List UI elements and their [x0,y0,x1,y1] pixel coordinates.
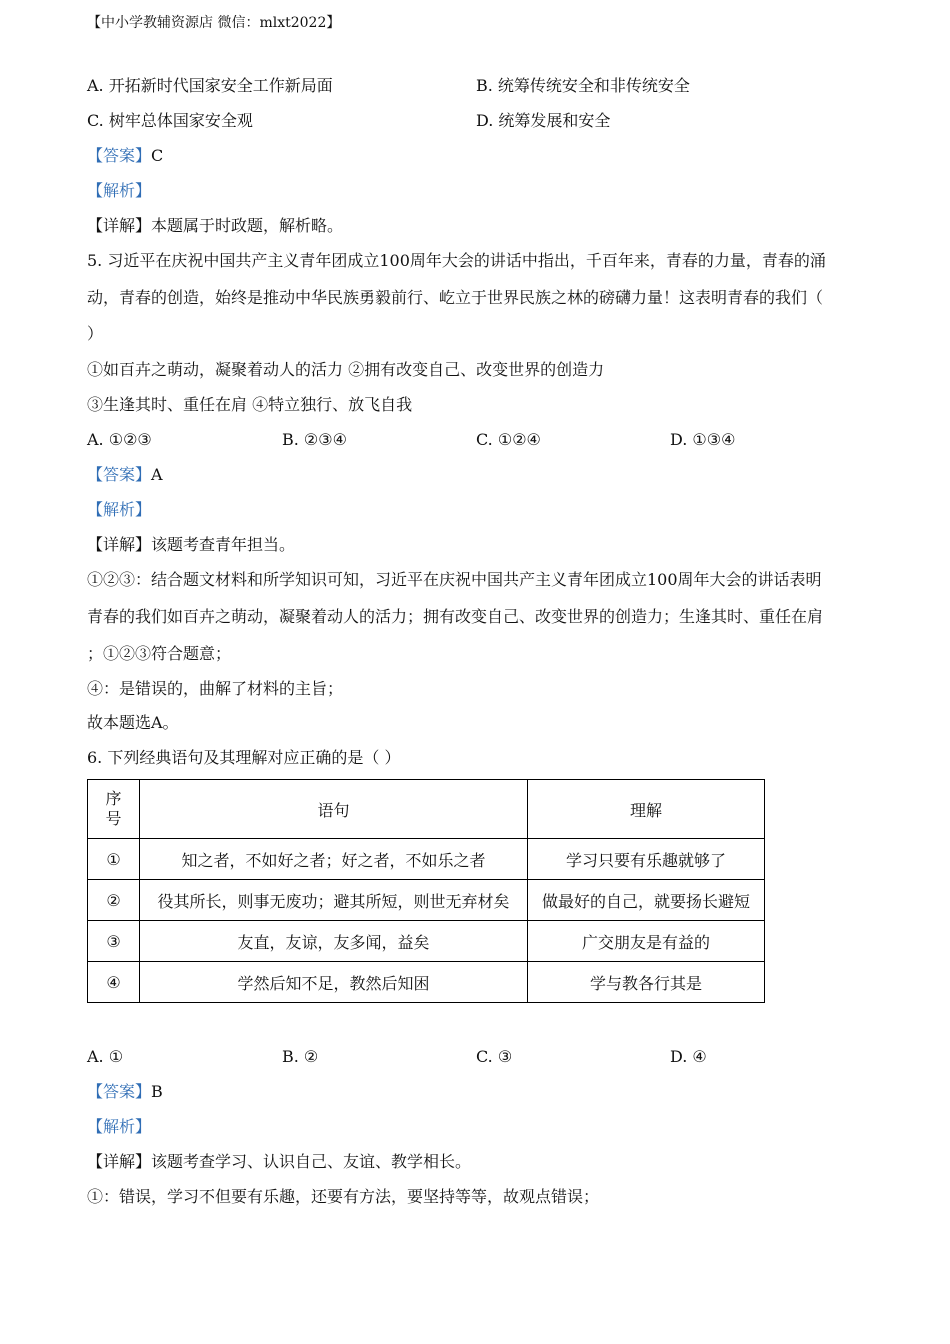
table-cell: 学然后知不足，教然后知困 [140,962,528,1003]
q4-analysis-label: 【解析】 [87,181,152,200]
q6-stem: 6. 下列经典语句及其理解对应正确的是（ ） [87,748,401,767]
q4-option-a: A. 开拓新时代国家安全工作新局面 [87,76,333,95]
table-cell: 学与教各行其是 [528,962,765,1003]
table-cell: ④ [88,962,140,1003]
q5-stem-line2: 动，青春的创造，始终是推动中华民族勇毅前行、屹立于世界民族之林的磅礴力量！这表明青春的我们（ [87,288,824,307]
table-header-cell: 理解 [528,780,765,839]
answer-value: B [151,1082,163,1101]
table-row [88,921,765,962]
q5-option-c: C. ①②④ [476,430,541,449]
q6-explain-line1: ①：错误，学习不但要有乐趣，还要有方法，要坚持等等，故观点错误； [87,1187,600,1206]
table-cell: 学习只要有乐趣就够了 [528,839,765,880]
detail-label: 【详解】 [87,1152,152,1171]
q5-explain-line2: 青春的我们如百卉之萌动，凝聚着动人的活力；拥有改变自己、改变世界的创造力；生逢其时、重任在肩 [87,607,824,626]
table-header-cell: 语句 [140,780,528,839]
table-cell: 役其所长，则事无废功；避其所短，则世无弃材矣 [140,880,528,921]
answer-label: 【答案】 [87,146,152,165]
q6-option-c: C. ③ [476,1047,513,1066]
header-watermark: 【中小学教辅资源店 微信：mlxt2022】 [87,15,341,31]
table-cell: ② [88,880,140,921]
q4-option-b: B. 统筹传统安全和非传统安全 [476,76,690,95]
q5-detail [87,535,295,555]
table-cell: 广交朋友是有益的 [528,921,765,962]
detail-text: 本题属于时政题，解析略。 [151,216,344,235]
table-row [88,839,765,880]
q6-table [87,779,765,1003]
table-cell: 做最好的自己，就要扬长避短 [528,880,765,921]
q4-detail [87,216,343,236]
q5-option-d: D. ①③④ [670,430,736,449]
q5-analysis-label: 【解析】 [87,500,152,519]
q5-statements-line1: ①如百卉之萌动，凝聚着动人的活力 ②拥有改变自己、改变世界的创造力 [87,360,605,379]
q6-option-d: D. ④ [670,1047,707,1066]
answer-label: 【答案】 [87,1082,152,1101]
q5-conclusion: 故本题选A。 [87,713,179,732]
table-header-row [88,780,765,839]
q6-option-a: A. ① [87,1047,124,1066]
q4-answer [87,146,163,166]
table-cell: 知之者，不如好之者；好之者，不如乐之者 [140,839,528,880]
table-cell: ① [88,839,140,880]
q6-detail [87,1152,471,1172]
answer-label: 【答案】 [87,465,152,484]
q6-analysis-label: 【解析】 [87,1117,152,1136]
q5-explain-line3: ；①②③符合题意； [87,644,232,663]
q5-explain-line1: ①②③：结合题文材料和所学知识可知，习近平在庆祝中国共产主义青年团成立100周年大会的讲话表明 [87,570,822,589]
q4-option-c: C. 树牢总体国家安全观 [87,111,253,130]
detail-label: 【详解】 [87,216,152,235]
table-cell: ③ [88,921,140,962]
q5-answer [87,465,163,485]
detail-text: 该题考查学习、认识自己、友谊、教学相长。 [151,1152,472,1171]
detail-text: 该题考查青年担当。 [151,535,296,554]
q6-option-b: B. ② [282,1047,319,1066]
q5-option-a: A. ①②③ [87,430,152,449]
table-header-cell: 序号 [88,780,140,839]
detail-label: 【详解】 [87,535,152,554]
q5-option-b: B. ②③④ [282,430,347,449]
q4-option-d: D. 统筹发展和安全 [476,111,611,130]
table-row [88,880,765,921]
q5-stem-line1: 5. 习近平在庆祝中国共产主义青年团成立100周年大会的讲话中指出，千百年来，青春的力量，青春的涌 [87,251,826,270]
answer-value: A [151,465,163,484]
q5-stem-line3: ） [87,324,104,343]
table-cell: 友直，友谅，友多闻，益矣 [140,921,528,962]
table-row [88,962,765,1003]
q6-answer [87,1082,163,1102]
answer-value: C [151,146,164,165]
q5-explain-line4: ④：是错误的，曲解了材料的主旨； [87,679,344,698]
q5-statements-line2: ③生逢其时、重任在肩 ④特立独行、放飞自我 [87,395,413,414]
